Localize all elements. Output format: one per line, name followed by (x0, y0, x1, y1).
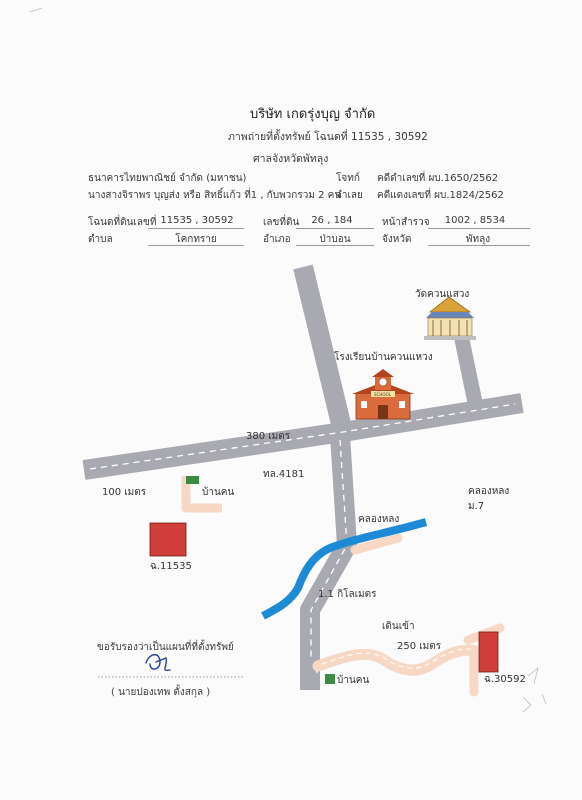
land-no-label: เลขที่ดิน (263, 217, 300, 228)
land-no-value: 26 , 184 (311, 215, 353, 226)
certify-text: ขอรับรองว่าเป็นแผนที่ที่ตั้งทรัพย์ (97, 642, 234, 653)
plaintiff-name: ธนาคารไทยพาณิชย์ จำกัด (มหาชน) (88, 173, 247, 184)
document-subtitle: ภาพถ่ายที่ตั้งทรัพย์ โฉนดที่ 11535 , 30592 (228, 131, 428, 143)
district-value: ป่าบอน (319, 234, 351, 245)
deed-value: 11535 , 30592 (160, 215, 234, 226)
plot-11535-label: ฉ.11535 (150, 561, 192, 572)
temple-icon (424, 297, 476, 340)
school-sign-text: SCHOOL (374, 392, 391, 397)
canal-area-label: คลองหลง (468, 486, 510, 497)
school-label: โรงเรียนบ้านควนแหวง (334, 352, 433, 363)
certifier-name: ( นายปองเทพ ตั้งสกุล ) (111, 687, 211, 698)
deed-label: โฉนดที่ดินเลขที่ (88, 217, 157, 228)
signature (146, 655, 170, 671)
province-label: จังหวัด (382, 234, 412, 245)
defendant-name: นางสางจิราพร บุญส่ง หรือ สิทธิ์แก้ว ที่1 , กับพวกรวม 2 คน (88, 190, 342, 201)
house-marker-2 (325, 674, 335, 684)
moo-label: ม.7 (468, 501, 485, 512)
district-label: อำเภอ (263, 234, 291, 245)
survey-label: หน้าสำรวจ (382, 217, 430, 228)
plaintiff-label: โจทก์ (336, 173, 360, 184)
canal-label: คลองหลง (358, 514, 400, 525)
plot-30592-label: ฉ.30592 (484, 674, 526, 685)
distance-1-1km-label: 1.1 กิโลเมตร (318, 589, 377, 600)
black-case-number: คดีดำเลขที่ ผบ.1650/2562 (377, 173, 499, 184)
plot-11535 (150, 523, 186, 556)
highway-label: ทล.4181 (263, 469, 305, 480)
distance-100-label: 100 เมตร (102, 487, 147, 498)
defendant-label: จำเลย (336, 190, 363, 201)
house-marker-1 (186, 476, 199, 484)
house-1-label: บ้านคน (202, 487, 235, 498)
subdistrict-value: โคกทราย (175, 234, 217, 245)
subdistrict-label: ตำบล (88, 234, 113, 245)
red-case-number: คดีแดงเลขที่ ผบ.1824/2562 (377, 190, 504, 201)
temple-label: วัดควนแสวง (415, 289, 470, 300)
distance-380-label: 380 เมตร (246, 431, 291, 442)
province-value: พัทลุง (465, 234, 491, 245)
house-2-label: บ้านคน (337, 675, 370, 686)
court-name: ศาลจังหวัดพัทลุง (253, 153, 329, 165)
distance-250-label: 250 เมตร (397, 641, 442, 652)
company-title: บริษัท เกดรุ่งบุญ จำกัด (250, 107, 376, 122)
walk-in-label: เดินเข้า (382, 621, 415, 632)
plot-30592 (479, 632, 498, 672)
survey-value: 1002 , 8534 (444, 215, 506, 226)
temple-road (461, 335, 477, 412)
